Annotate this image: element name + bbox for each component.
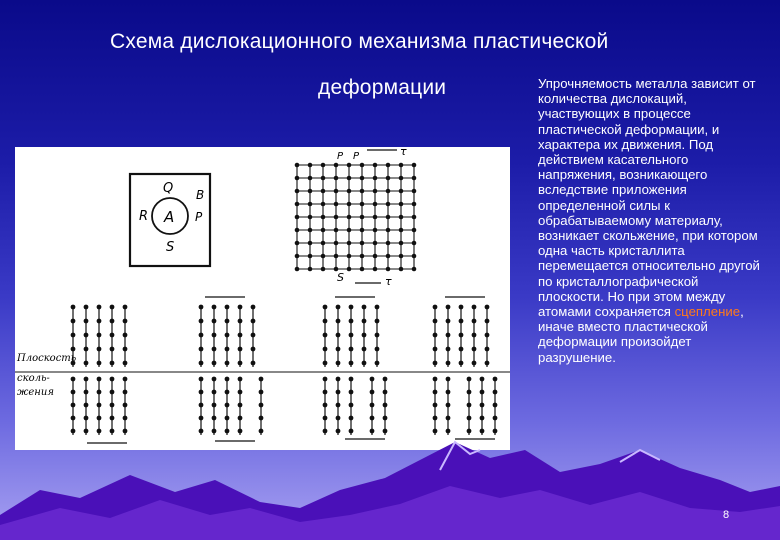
lattice-atom [412, 189, 417, 194]
lattice-atom [321, 202, 326, 207]
lattice-atom [373, 202, 378, 207]
lattice-atom [295, 241, 300, 246]
label-r: R [139, 209, 149, 224]
lattice-atom [360, 163, 365, 168]
lattice-atom [308, 189, 313, 194]
lattice-atom [334, 202, 339, 207]
lattice-atom [321, 163, 326, 168]
lattice-atom [399, 267, 404, 272]
lattice-atom [321, 228, 326, 233]
lattice-atom [295, 189, 300, 194]
lattice-atom [321, 267, 326, 272]
lattice-atom [334, 215, 339, 220]
lattice-atom [360, 176, 365, 181]
lattice-atom [295, 202, 300, 207]
lattice-atom [347, 202, 352, 207]
lattice-atom [295, 215, 300, 220]
slip-sequence [71, 305, 498, 435]
lattice-atom [334, 254, 339, 259]
lattice-atom [360, 241, 365, 246]
lattice-atom [321, 215, 326, 220]
lattice-atom [347, 241, 352, 246]
lattice-atom [412, 176, 417, 181]
lattice-atom [308, 202, 313, 207]
lattice-atom [373, 241, 378, 246]
slip-plane-label-3: жения [17, 387, 54, 398]
lattice-atom [347, 176, 352, 181]
body-text-before: Упрочняемость металла зависит от количества дислокаций, участвующих в процессе пластической деформации, и характера их движения. Под действием касательного напряжения, возникающего вследствие приложения определенной силы к обрабатываемому материалу, возникает скольжение, при котором одна часть кристаллита перемещается относительно другой по кристаллографической плоскости. Но при этом между атомами сохраняется [538, 76, 760, 320]
grid-label-p1: P [337, 151, 344, 162]
lattice-atom [334, 176, 339, 181]
label-p: P [195, 210, 203, 224]
lattice-atom [295, 254, 300, 259]
lattice-atom [308, 163, 313, 168]
grid-label-tau-top: τ [400, 147, 407, 158]
label-b: B [196, 188, 205, 202]
body-text-highlight: сцепление [674, 304, 741, 320]
lattice-atom [360, 202, 365, 207]
lattice-atom [360, 228, 365, 233]
lattice-atom [412, 202, 417, 207]
slip-plane-label-1: Плоскость [17, 353, 77, 364]
grid-label-p: P [353, 151, 360, 162]
lattice-atom [295, 228, 300, 233]
lattice-atom [373, 267, 378, 272]
label-q: Q [163, 181, 174, 196]
lattice-atom [295, 267, 300, 272]
slide-title-line2: деформации [318, 76, 447, 99]
lattice-atom [347, 163, 352, 168]
lattice-atom [347, 215, 352, 220]
lattice-atom [386, 254, 391, 259]
lattice-atom [334, 228, 339, 233]
lattice-atom [360, 254, 365, 259]
lattice-atom [334, 241, 339, 246]
lattice-atom [386, 202, 391, 207]
lattice-atom [321, 241, 326, 246]
lattice-atom [295, 163, 300, 168]
dislocation-figure [15, 147, 510, 450]
lattice-atom [386, 267, 391, 272]
lattice-atom [373, 163, 378, 168]
lattice-atom [399, 202, 404, 207]
lattice-atom [399, 176, 404, 181]
lattice-atom [295, 176, 300, 181]
lattice-atom [399, 241, 404, 246]
label-a: A [164, 208, 175, 226]
lattice-atom [334, 189, 339, 194]
lattice-atom [399, 215, 404, 220]
lattice-atom [373, 215, 378, 220]
lattice-atom [308, 254, 313, 259]
lattice-atom [347, 189, 352, 194]
lattice-atom [308, 267, 313, 272]
lattice-atom [308, 228, 313, 233]
lattice-atom [360, 267, 365, 272]
lattice-atom [308, 215, 313, 220]
lattice-atom [347, 254, 352, 259]
dislocation-diagram [15, 147, 510, 450]
lattice-atom [386, 228, 391, 233]
lattice-atom [373, 254, 378, 259]
lattice-atom [321, 176, 326, 181]
lattice-atom [399, 254, 404, 259]
lattice-atom [412, 241, 417, 246]
body-text [538, 76, 760, 365]
lattice-atom [347, 267, 352, 272]
lattice-atom [373, 176, 378, 181]
lattice-atom [386, 215, 391, 220]
lattice-atom [373, 228, 378, 233]
page-number: 8 [723, 509, 730, 521]
lattice-atom [399, 163, 404, 168]
lattice-atom [412, 267, 417, 272]
lattice-atom [308, 241, 313, 246]
lattice-atom [386, 189, 391, 194]
lattice-atom [334, 163, 339, 168]
body-text-after: , иначе вместо пластической деформации произойдет разрушение. [538, 304, 744, 365]
lattice-atom [308, 176, 313, 181]
slide-title-line1: Схема дислокационного механизма пластической [110, 30, 609, 53]
lattice-atom [386, 176, 391, 181]
lattice-atom [412, 215, 417, 220]
lattice-atom [360, 189, 365, 194]
grid-label-s: S [337, 271, 344, 284]
slip-plane-label-2: сколь- [17, 373, 50, 384]
lattice-atom [386, 163, 391, 168]
label-s: S [166, 240, 175, 255]
lattice-atom [412, 228, 417, 233]
lattice-atom [347, 228, 352, 233]
mountains-decoration [0, 420, 780, 540]
lattice-atom [360, 215, 365, 220]
grid-label-tau-bottom: τ [385, 275, 392, 288]
lattice-atom [321, 189, 326, 194]
lattice-atom [399, 189, 404, 194]
lattice-atom [399, 228, 404, 233]
lattice-atom [412, 254, 417, 259]
lattice-atom [386, 241, 391, 246]
lattice-atom [412, 163, 417, 168]
lattice-atom [321, 254, 326, 259]
dislocation-lattice [295, 163, 417, 272]
lattice-atom [373, 189, 378, 194]
